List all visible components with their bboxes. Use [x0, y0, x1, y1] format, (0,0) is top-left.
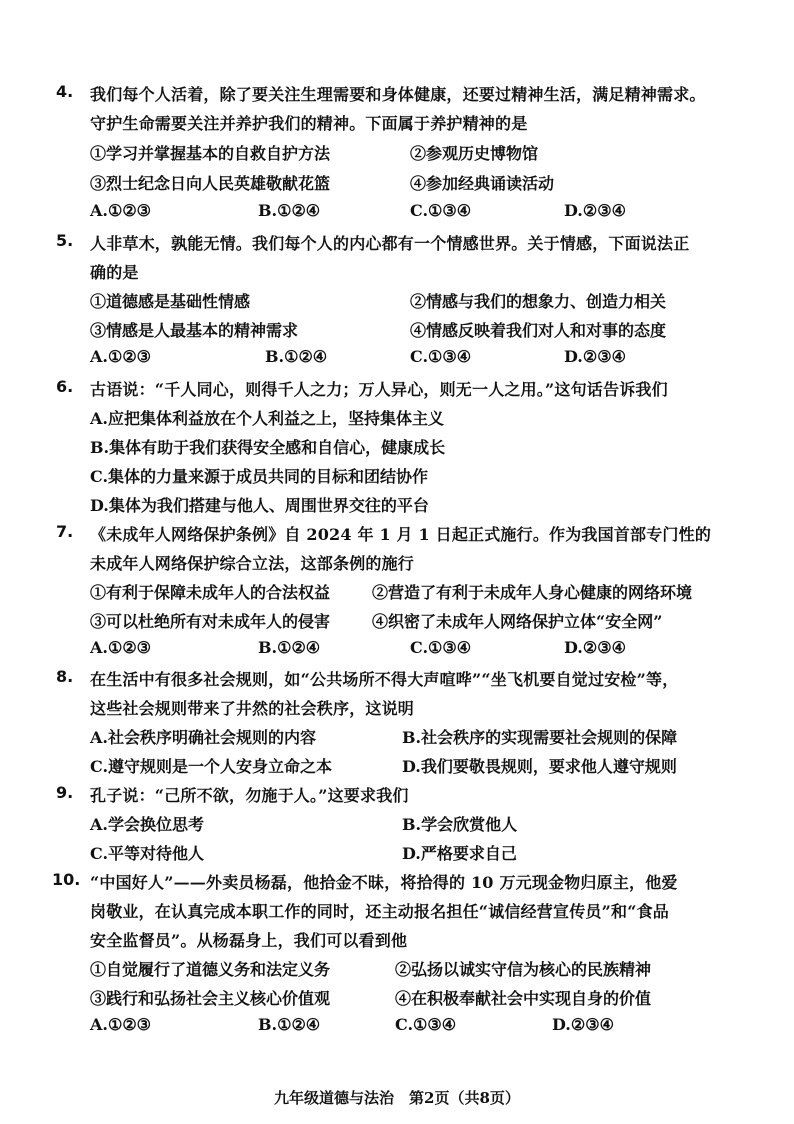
question-stem-line: 在生活中有很多社会规则，如“公共场所不得大声喧哗”“坐飞机要自觉过安检”等， — [90, 670, 679, 689]
item-2: ②弘扬以诚实守信为核心的民族精神 — [395, 960, 652, 979]
item-4: ④情感反映着我们对人和对事的态度 — [410, 321, 667, 340]
question-number: 10. — [52, 870, 81, 889]
choice-d: D.②③④ — [564, 201, 626, 220]
choice-c: C.集体的力量来源于成员共同的目标和团结协作 — [90, 467, 429, 486]
question-stem-line: 人非草木，孰能无情。我们每个人的内心都有一个情感世界。关于情感，下面说法正 — [90, 234, 690, 253]
item-2: ②情感与我们的想象力、创造力相关 — [410, 292, 667, 311]
choice-d: D.集体为我们搭建与他人、周围世界交往的平台 — [90, 496, 429, 515]
question-stem-line: 这些社会规则带来了井然的社会秩序，这说明 — [90, 699, 415, 718]
item-4: ④织密了未成年人网络保护立体“安全网” — [372, 612, 663, 631]
question-stem-line: 《未成年人网络保护条例》自 2024 年 1 月 1 日起正式施行。作为我国首部专门性的 — [90, 525, 712, 544]
choice-b: B.①②④ — [258, 638, 321, 657]
question-stem-line: 确的是 — [90, 263, 139, 282]
item-1: ①自觉履行了道德义务和法定义务 — [90, 960, 331, 979]
item-3: ③情感是人最基本的精神需求 — [90, 321, 299, 340]
question-number: 8. — [56, 667, 74, 686]
item-2: ②参观历史博物馆 — [410, 144, 539, 163]
question-stem-line: 守护生命需要关注并养护我们的精神。下面属于养护精神的是 — [90, 114, 528, 133]
choice-a: A.①②③ — [90, 347, 152, 366]
question-stem-line: 安全监督员”。从杨磊身上，我们可以看到他 — [90, 931, 408, 950]
choice-d: D.我们要敬畏规则，要求他人遵守规则 — [402, 757, 677, 776]
choice-b: B.①②④ — [258, 201, 321, 220]
choice-c: C.①③④ — [410, 347, 472, 366]
choice-c: C.遵守规则是一个人安身立命之本 — [90, 757, 333, 776]
question-number: 5. — [56, 231, 74, 250]
item-1: ①有利于保障未成年人的合法权益 — [90, 583, 331, 602]
choice-d: D.②③④ — [564, 347, 626, 366]
choice-c: C.平等对待他人 — [90, 844, 205, 863]
choice-a: A.应把集体利益放在个人利益之上，坚持集体主义 — [90, 409, 444, 428]
question-stem-line: 岗敬业，在认真完成本职工作的同时，还主动报名担任“诚信经营宣传员”和“食品 — [90, 902, 670, 921]
question-stem-line: 我们每个人活着，除了要关注生理需要和身体健康，还要过精神生活，满足精神需求。 — [90, 85, 706, 104]
question-stem-line: 未成年人网络保护综合立法，这部条例的施行 — [90, 554, 415, 573]
choice-c: C.①③④ — [395, 1015, 457, 1034]
choice-b: B.社会秩序的实现需要社会规则的保障 — [402, 728, 678, 747]
question-number: 7. — [56, 522, 74, 541]
choice-b: B.集体有助于我们获得安全感和自信心，健康成长 — [90, 438, 446, 457]
choice-b: B.①②④ — [258, 1015, 321, 1034]
item-3: ③烈士纪念日向人民英雄敬献花篮 — [90, 174, 331, 193]
choice-b: B.①②④ — [265, 347, 328, 366]
choice-a: A.①②③ — [90, 638, 152, 657]
question-number: 9. — [56, 783, 74, 802]
choice-c: C.①③④ — [410, 201, 472, 220]
choice-d: D.严格要求自己 — [402, 844, 517, 863]
choice-d: D.②③④ — [564, 638, 626, 657]
item-3: ③践行和弘扬社会主义核心价值观 — [90, 989, 331, 1008]
question-stem-line: 古语说：“千人同心，则得千人之力；万人异心，则无一人之用。”这句话告诉我们 — [90, 380, 668, 399]
choice-b: B.学会欣赏他人 — [402, 815, 518, 834]
page-footer: 九年级道德与法治 第2页（共8页） — [274, 1089, 520, 1107]
item-1: ①道德感是基础性情感 — [90, 292, 251, 311]
item-4: ④在积极奉献社会中实现自身的价值 — [395, 989, 652, 1008]
question-stem-line: 孔子说：“己所不欲，勿施于人。”这要求我们 — [90, 786, 409, 805]
choice-a: A.①②③ — [90, 1015, 152, 1034]
choice-c: C.①③④ — [410, 638, 472, 657]
item-2: ②营造了有利于未成年人身心健康的网络环境 — [372, 583, 693, 602]
choice-a: A.学会换位思考 — [90, 815, 204, 834]
choice-a: A.社会秩序明确社会规则的内容 — [90, 728, 316, 747]
item-4: ④参加经典诵读活动 — [410, 174, 555, 193]
question-number: 4. — [56, 82, 74, 101]
question-stem-line: “中国好人”——外卖员杨磊，他拾金不昧，将拾得的 10 万元现金物归原主，他爱 — [90, 873, 678, 892]
question-number: 6. — [56, 377, 74, 396]
item-1: ①学习并掌握基本的自救自护方法 — [90, 144, 331, 163]
choice-a: A.①②③ — [90, 201, 152, 220]
choice-d: D.②③④ — [552, 1015, 614, 1034]
item-3: ③可以杜绝所有对未成年人的侵害 — [90, 612, 331, 631]
